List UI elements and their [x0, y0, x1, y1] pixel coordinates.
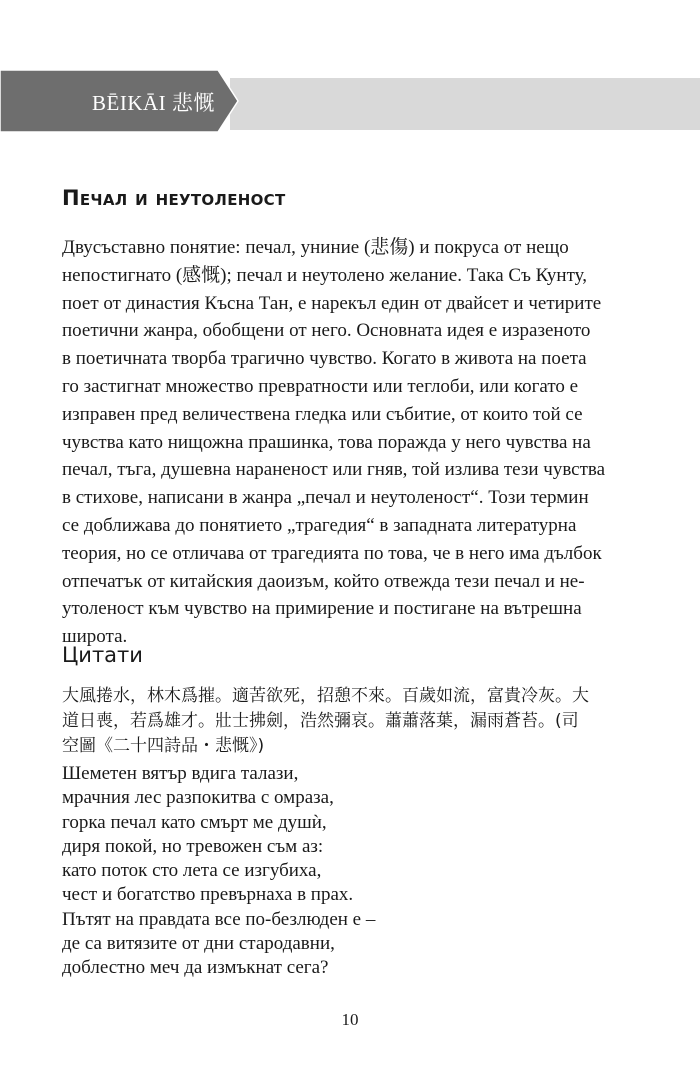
page-number: 10 [341, 1010, 359, 1029]
article-title: Печал и неутоленост [62, 186, 286, 210]
poem-line: чест и богатство превърнаха в прах. [62, 884, 354, 906]
body-line: поетични жанра, обобщени от него. Основната идея е изразеното [62, 320, 591, 342]
body-line: печал, тъга, душевна нараненост или гняв, той излива тези чувства [62, 459, 606, 481]
poem-line: Пътят на правдата все по-безлюден е – [62, 908, 376, 930]
poem-line: Шеметен вятър вдига талази, [62, 763, 299, 784]
header-banner [0, 70, 700, 132]
body-line: утоленост към чувство на примирение и постигане на вътрешна [62, 598, 582, 620]
article-body [62, 234, 627, 651]
body-line: теория, но се отличава от трагедията по това, че в него има дълбок [62, 542, 602, 564]
body-line: широта. [62, 626, 128, 648]
poem-line: диря покой, но тревожен съм аз: [62, 835, 324, 857]
poem-line: доблестно меч да измъкнат сега? [62, 957, 329, 979]
poem-translation [62, 762, 622, 981]
poem-line: като поток сто лета се изгубиха, [62, 860, 322, 882]
term-label: BĒIKĀI 悲慨 [92, 91, 215, 115]
body-line: го застигнат множество превратности или теглоби, или когато е [62, 375, 579, 397]
chinese-quote [62, 684, 642, 759]
poem-line: де са витязите от дни стародавни, [62, 933, 335, 955]
body-line: в поетичната творба трагично чувство. Когато в живота на поета [62, 348, 587, 370]
body-line: в стихове, написани в жанра „печал и неутоленост“. Този термин [62, 487, 589, 509]
body-line: отпечатък от китайския даоизъм, който отвежда тези печал и не- [62, 570, 585, 592]
body-line: поет от династия Късна Тан, е нарекъл един от двайсет и четирите [62, 292, 602, 314]
poem-line: мрачния лес разпокитва с омраза, [62, 787, 334, 809]
chinese-line: 大風捲水，林木爲摧。適苦欲死，招憩不來。百歲如流，富貴冷灰。大 [62, 686, 589, 706]
poem-line: горка печал като смърт ме душѝ, [62, 811, 327, 833]
banner-gray-strip [230, 78, 700, 130]
quotes-heading: Цитати [62, 643, 143, 667]
body-line: се доближава до понятието „трагедия“ в западната литературна [62, 514, 577, 536]
chinese-line: 道日喪，若爲雄才。壯士拂劍，浩然彌哀。蕭蕭落葉，漏雨蒼苔。(司 [62, 711, 579, 731]
chinese-line: 空圖《二十四詩品・悲慨》) [62, 736, 265, 756]
body-line: изправен пред величествена гледка или събитие, от които той се [62, 403, 583, 425]
body-line: непостигнато (感慨); печал и неутолено желание. Така Съ Кунту, [62, 264, 587, 286]
body-line: Двусъставно понятие: печал, униние (悲傷) и покруса от нещо [62, 237, 569, 258]
body-line: чувства като нищожна прашинка, това поражда у него чувства на [62, 431, 591, 453]
